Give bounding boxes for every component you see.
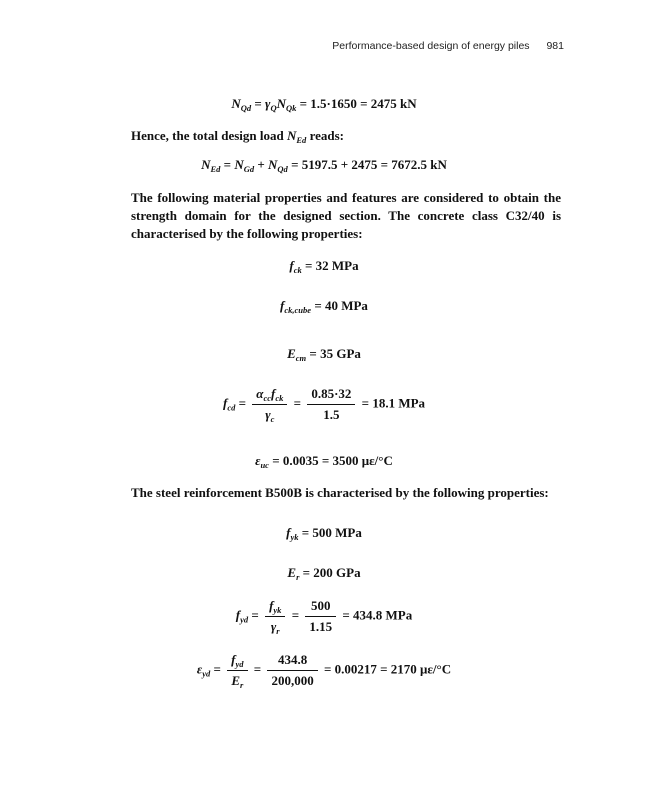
equation-euc: $\varepsilon_{uc} = 0.0035 = 3500$ με/°C [255, 453, 393, 470]
fcd-symbolic-fraction: $\frac{\alpha_{cc}f_{ck}}{\gamma_c}$ [252, 386, 287, 423]
steel-paragraph: The steel reinforcement B500B is characterised by the following properties: [131, 485, 549, 500]
page-number: 981 [546, 40, 564, 52]
fyd-result: = 434.8 MPa [342, 607, 413, 623]
equation-fyk: $f_{yk} = 500$ MPa [286, 525, 362, 542]
equation-ecm: $E_{cm} = 35$ GPa [287, 346, 361, 363]
equation-fck-cube: $f_{ck,cube} = 40$ MPa [280, 298, 368, 315]
eyd-symbolic-fraction: $\frac{f_{yd}}{E_r}$ [227, 652, 247, 689]
equation-fyk-value: = 500 MPa [301, 525, 362, 540]
fcd-numeric-fraction [307, 386, 355, 423]
equation-fcd: $f_{cd}$ = $\frac{\alpha_{cc}f_{ck}}{\gamma_c}$ = $\frac{0.85\cdot 32}{1.5}$ = 18.1 MPa [222, 386, 426, 424]
eyd-numerator: 434.8 [267, 652, 317, 671]
equation-euc-value: = 0.0035 = 3500 με/°C [272, 453, 393, 468]
hence-suffix: reads: [309, 128, 344, 143]
running-title: Performance-based design of energy piles [332, 40, 530, 52]
fyd-symbolic-fraction: $\frac{f_{yk}}{\gamma_r}$ [265, 598, 285, 635]
equation-fck-cube-value: = 40 MPa [314, 298, 368, 313]
equation-fck-value: = 32 MPa [305, 258, 359, 273]
equation-fck: $f_{ck} = 32$ MPa [289, 258, 359, 275]
fyd-numerator: 500 [305, 598, 336, 617]
equation-er-value: = 200 GPa [302, 565, 361, 580]
equation-fyd: $f_{yd}$ = $\frac{f_{yk}}{\gamma_r}$ = $\frac{500}{1.15}$ = 434.8 MPa [235, 598, 413, 636]
equation-nqd-value: = 1.5·1650 = 2475 kN [299, 96, 417, 111]
hence-prefix: Hence, the total design load [131, 128, 284, 143]
concrete-paragraph: The following material properties and features are considered to obtain the strength domain for the designed section. The concrete class C32/40 is characterised by the following properties: [131, 190, 561, 241]
equation-ecm-value: = 35 GPa [309, 346, 361, 361]
eyd-result: = 0.00217 = 2170 με/°C [323, 661, 452, 677]
equation-er: $E_r = 200$ GPa [287, 565, 361, 582]
equation-ned: $N_{Ed} = N_{Gd} + N_{Qd} = 5197.5 + 2475 = 7672.5$ kN [201, 157, 447, 174]
fcd-result: = 18.1 MPa [361, 395, 426, 411]
running-header [332, 40, 564, 52]
fyd-numeric-fraction [305, 598, 336, 635]
eyd-denominator: 200,000 [271, 673, 314, 688]
equation-ned-value: = 5197.5 + 2475 = 7672.5 kN [291, 157, 447, 172]
hence-paragraph: Hence, the total design load $N_{Ed}$ reads: [131, 128, 344, 145]
eyd-numeric-fraction [267, 652, 317, 689]
equation-nqd: $N_{Qd} = \gamma_QN_{Qk} = 1.5\cdot 1650 = 2475$ kN [231, 96, 417, 113]
fcd-denominator: 1.5 [323, 407, 340, 422]
fcd-numerator: 0.85·32 [307, 386, 355, 405]
equation-eyd: $\varepsilon_{yd}$ = $\frac{f_{yd}}{E_r}$ = $\frac{434.8}{200,000}$ = 0.00217 = 2170 με/°C [196, 652, 452, 690]
fyd-denominator: 1.15 [309, 619, 333, 634]
